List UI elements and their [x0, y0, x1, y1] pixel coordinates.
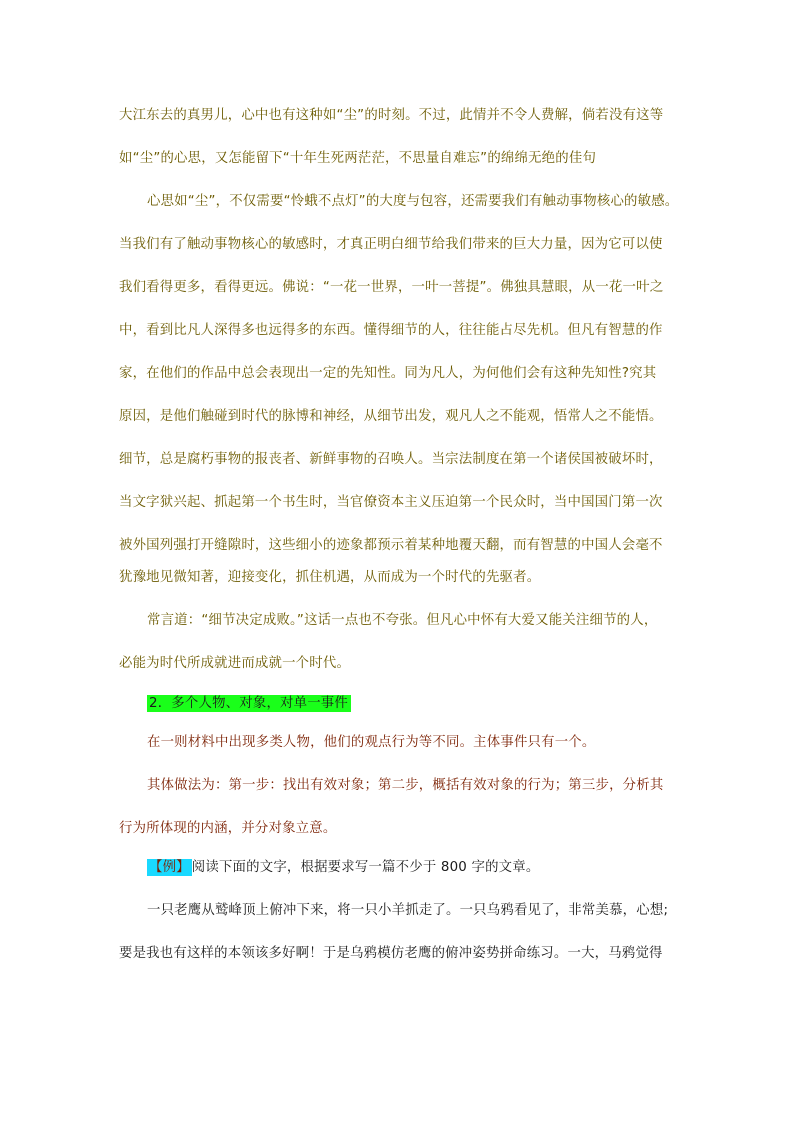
example-tag: 【例】 — [149, 860, 190, 875]
method-line-3: 行为所体现的内涵，并分对象立意。 — [119, 821, 337, 836]
body-line-13: 常言道：“细节决定成败。”这话一点也不夸张。但凡心中怀有大爱又能关注细节的人， — [147, 613, 658, 628]
body-line-3: 心思如“尘”，不仅需要“怜蛾不点灯”的大度与包容，还需要我们有触动事物核心的敏感。 — [147, 194, 679, 209]
body-line-2: 如“尘”的心思，又怎能留下“十年生死两茫茫，不思量自难忘”的绵绵无绝的佳句 — [119, 151, 597, 166]
body-line-5: 我们看得更多，看得更远。佛说：“一花一世界，一叶一菩提”。佛独具慧眼，从一花一叶之 — [119, 280, 664, 295]
story-line-1: 一只老鹰从鹫峰顶上俯冲下来，将一只小羊抓走了。一只乌鸦看见了，非常美慕，心想; — [147, 903, 669, 918]
section-heading-line — [147, 692, 699, 716]
body-line-9: 细节，总是腐朽事物的报丧者、新鲜事物的召唤人。当宗法制度在第一个诸侯国被破坏时， — [119, 452, 663, 467]
method-line-1: 在一则材料中出现多类人物，他们的观点行为等不同。主体事件只有一个。 — [147, 735, 596, 750]
body-line-6: 中，看到比凡人深得多也远得多的东西。懂得细节的人，往往能占尽先机。但凡有智慧的作 — [119, 323, 663, 338]
body-line-4: 当我们有了触动事物核心的敏感时，才真正明白细节给我们带来的巨大力量，因为它可以使 — [119, 237, 663, 252]
body-line-1: 大江东去的真男儿，心中也有这种如“尘”的时刻。不过，此情并不令人费解，倘若没有这等 — [119, 108, 664, 123]
example-line — [147, 856, 699, 880]
body-line-12: 犹豫地见微知著，迎接变化，抓住机遇，从而成为一个时代的先驱者。 — [119, 570, 541, 585]
method-line-2: 其体做法为：第一步：找出有效对象；第二步，概括有效对象的行为；第三步，分析其 — [147, 778, 664, 793]
body-line-10: 当文字狱兴起、抓起第一个书生时，当官僚资本主义压迫第一个民众时，当中国国门第一次 — [119, 495, 663, 510]
body-line-11: 被外国列强打开缝隙时，这些细小的迹象都预示着某种地覆天翻，而有智慧的中国人会毫不 — [119, 538, 663, 553]
example-prompt: 阅读下面的文字，根据要求写一篇不少于 800 字的文章。 — [191, 860, 540, 875]
body-line-14: 必能为时代所成就进而成就一个时代。 — [119, 656, 351, 671]
story-line-2: 要是我也有这样的本领该多好啊！于是乌鸦模仿老鹰的俯冲姿势拼命练习。一大，马鸦觉得 — [119, 946, 663, 961]
body-line-7: 家，在他们的作品中总会表现出一定的先知性。同为凡人，为何他们会有这种先知性?究其 — [119, 366, 657, 381]
body-line-8: 原因，是他们触碰到时代的脉博和神经，从细节出发，观凡人之不能观，悟常人之不能悟。 — [119, 409, 663, 424]
section-heading: 2．多个人物、对象，对单一事件 — [147, 695, 351, 712]
